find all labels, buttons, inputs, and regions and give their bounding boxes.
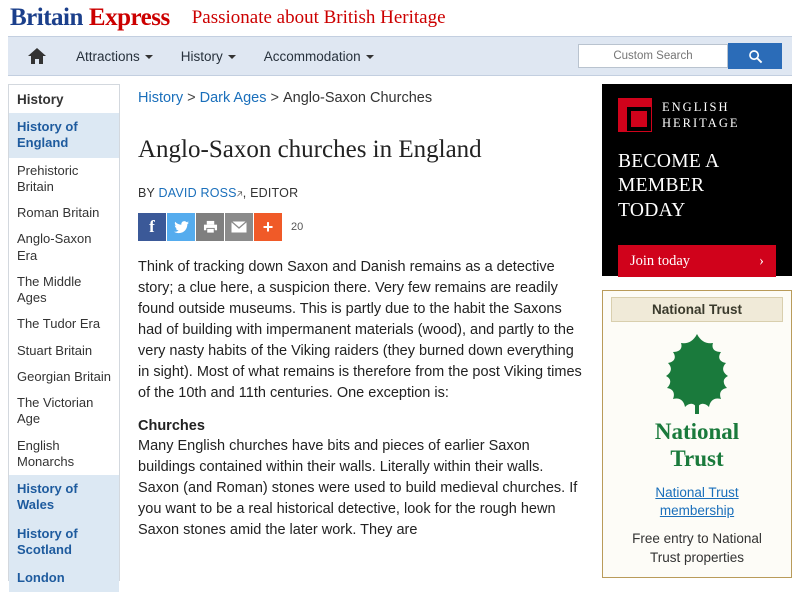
sidebar-item-the-victorian-age[interactable]: The Victorian Age bbox=[17, 395, 94, 427]
nav-item-history-label: History bbox=[180, 48, 223, 64]
english-heritage-headline-line2: MEMBER TODAY bbox=[618, 175, 705, 221]
site-tagline: Passionate about British Heritage bbox=[191, 7, 446, 28]
national-trust-membership-link-line2: membership bbox=[659, 503, 735, 519]
national-trust-wordmark-line1: National bbox=[654, 419, 740, 444]
breadcrumb bbox=[134, 84, 588, 110]
search-area bbox=[578, 43, 782, 69]
home-icon[interactable] bbox=[20, 43, 54, 69]
logo-express: Express bbox=[88, 4, 170, 31]
logo-britain: Britain bbox=[10, 4, 83, 31]
english-heritage-name bbox=[662, 99, 740, 132]
page-body bbox=[0, 76, 800, 585]
join-today-button[interactable] bbox=[618, 245, 776, 277]
external-link-icon: 🡥 bbox=[236, 189, 243, 199]
nav-item-attractions-label: Attractions bbox=[76, 48, 140, 64]
share-email-icon[interactable] bbox=[225, 213, 253, 241]
breadcrumb-link-dark-ages[interactable]: Dark Ages bbox=[199, 90, 267, 106]
sidebar-item-stuart-britain[interactable]: Stuart Britain bbox=[17, 342, 93, 358]
national-trust-subtext-line1: Free entry to National bbox=[632, 531, 762, 547]
english-heritage-brand bbox=[618, 98, 776, 132]
byline-author-link[interactable]: DAVID ROSS bbox=[158, 186, 237, 200]
printer-glyph bbox=[203, 220, 218, 234]
share-twitter-icon[interactable] bbox=[167, 213, 195, 241]
nav-item-history[interactable] bbox=[167, 43, 250, 70]
national-trust-wordmark-line2: Trust bbox=[670, 446, 724, 471]
search-button[interactable] bbox=[728, 43, 782, 69]
english-heritage-headline bbox=[618, 150, 776, 223]
twitter-bird-glyph bbox=[174, 221, 189, 234]
national-trust-subtext-line2: Trust properties bbox=[649, 549, 745, 565]
nav-item-accommodation[interactable] bbox=[250, 43, 388, 70]
byline bbox=[138, 186, 588, 203]
sidebar-item-history-of-scotland[interactable]: History of Scotland bbox=[9, 520, 119, 565]
sidebar-item-london[interactable]: London bbox=[9, 564, 119, 592]
sidebar-item-history-of-wales[interactable]: History of Wales bbox=[9, 475, 119, 520]
sidebar-item-the-tudor-era[interactable]: The Tudor Era bbox=[17, 316, 101, 332]
sidebar-item-the-middle-ages[interactable]: The Middle Ages bbox=[17, 273, 82, 305]
article-paragraph-1: Think of tracking down Saxon and Danish remains as a detective story; a clue here, a suspicion there. Very few remains are readily found outside museums. This is partly due to the habit the Saxons had of building with impermanent materials (wood), and partly to the very nasty habits of the Viking raiders (they burned down everything in sight). Most of what remains is therefore from the post Viking times of the 10th and 11th centuries. One exception is: bbox=[138, 259, 582, 402]
share-count: 20 bbox=[291, 221, 304, 233]
main-content bbox=[130, 84, 592, 581]
sidebar bbox=[8, 84, 120, 585]
right-rail bbox=[602, 84, 792, 581]
nav-item-attractions[interactable] bbox=[62, 43, 167, 70]
sidebar-item-prehistoric-britain[interactable]: Prehistoric Britain bbox=[17, 162, 79, 194]
sidebar-heading: History bbox=[17, 92, 64, 107]
english-heritage-name-line2: HERITAGE bbox=[662, 116, 740, 130]
share-bar bbox=[138, 213, 588, 241]
breadcrumb-separator: > bbox=[187, 90, 196, 106]
join-today-label: Join today bbox=[630, 252, 691, 269]
national-trust-membership-link-line1: National Trust bbox=[655, 485, 739, 500]
chevron-down-icon bbox=[145, 55, 153, 59]
english-heritage-name-line1: ENGLISH bbox=[662, 99, 730, 114]
main-navigation bbox=[8, 36, 792, 76]
national-trust-ad[interactable] bbox=[602, 290, 792, 578]
site-logo[interactable] bbox=[10, 4, 170, 32]
national-trust-title: National Trust bbox=[611, 297, 783, 322]
sidebar-item-anglo-saxon-era[interactable]: Anglo-Saxon Era bbox=[17, 231, 92, 263]
page-title: Anglo-Saxon churches in England bbox=[138, 136, 482, 163]
oak-leaf-icon bbox=[613, 332, 781, 416]
home-glyph bbox=[27, 47, 47, 65]
national-trust-membership-link[interactable] bbox=[613, 484, 781, 520]
chevron-down-icon bbox=[366, 55, 374, 59]
byline-suffix: , EDITOR bbox=[242, 186, 299, 200]
share-facebook-icon[interactable]: f bbox=[138, 213, 166, 241]
article-paragraph-2: Many English churches have bits and pieces of earlier Saxon buildings contained within their walls. Literally within their walls. Saxon (and Roman) stones were used to build medieval churches. If you want to be a real historical detective, look for the rough hewn Saxon stones amid the later work. They are bbox=[138, 438, 578, 539]
sidebar-item-roman-britain[interactable]: Roman Britain bbox=[17, 205, 100, 220]
national-trust-subtext bbox=[613, 530, 781, 566]
byline-prefix: BY bbox=[138, 186, 155, 200]
share-print-icon[interactable] bbox=[196, 213, 224, 241]
masthead bbox=[0, 0, 800, 36]
english-heritage-ad[interactable] bbox=[602, 84, 792, 276]
sidebar-item-english-monarchs[interactable]: English Monarchs bbox=[17, 437, 75, 469]
breadcrumb-separator: > bbox=[270, 90, 279, 106]
oak-leaf-glyph bbox=[649, 332, 745, 416]
breadcrumb-link-history[interactable]: History bbox=[138, 90, 184, 106]
breadcrumb-current: Anglo-Saxon Churches bbox=[282, 90, 433, 106]
sidebar-item-history-of-england[interactable]: History of England bbox=[9, 113, 119, 158]
search-input[interactable] bbox=[578, 44, 728, 68]
search-icon bbox=[748, 49, 763, 64]
english-heritage-logo-icon bbox=[618, 98, 652, 132]
english-heritage-headline-line1: BECOME A bbox=[618, 151, 720, 172]
chevron-right-icon: › bbox=[759, 252, 764, 269]
share-more-icon[interactable]: + bbox=[254, 213, 282, 241]
nav-item-accommodation-label: Accommodation bbox=[263, 48, 361, 64]
article-section-heading: Churches bbox=[138, 418, 205, 435]
sidebar-item-georgian-britain[interactable]: Georgian Britain bbox=[17, 368, 111, 384]
chevron-down-icon bbox=[228, 55, 236, 59]
envelope-glyph bbox=[231, 221, 247, 233]
